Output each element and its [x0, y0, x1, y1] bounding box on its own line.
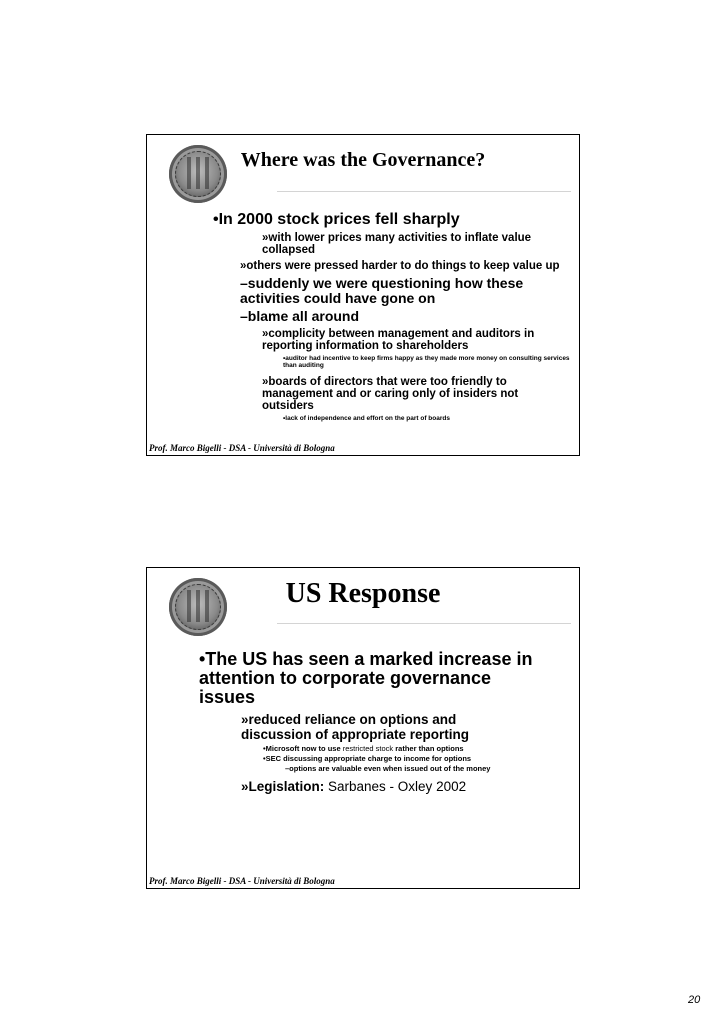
bullet-level-2	[241, 779, 579, 794]
bullet-level-3: •SEC discussing appropriate charge to income for options	[263, 754, 472, 763]
slide-footer: Prof. Marco Bigelli - DSA - Università di Bologna	[149, 876, 335, 886]
bullet-level-1: •In 2000 stock prices fell sharply	[213, 211, 460, 228]
bullet-level-4: »complicity between management and auditors in reporting information to shareholders	[262, 328, 535, 352]
title-divider	[277, 623, 571, 624]
slide-where-was-the-governance	[146, 134, 580, 456]
slide-footer: Prof. Marco Bigelli - DSA - Università di Bologna	[149, 443, 335, 453]
bullet-level-4: »boards of directors that were too friendly to management and or caring only of insiders not outsiders	[262, 376, 519, 412]
bullet-level-3: »others were pressed harder to do things to keep value up	[240, 260, 560, 272]
bullet-level-5: •auditor had incentive to keep firms happy as they made more money on consulting services than auditing	[283, 355, 570, 369]
bullet-level-2: –suddenly we were questioning how these activities could have gone on	[240, 275, 524, 306]
bullet-level-2: »reduced reliance on options and discussion of appropriate reporting	[241, 712, 470, 742]
bullet-level-5: •lack of independence and effort on the part of boards	[283, 415, 450, 422]
bullet-level-1: •The US has seen a marked increase in attention to corporate governance issues	[199, 649, 533, 707]
slide-us-response	[146, 567, 580, 889]
bullet-text: •Microsoft now to use	[263, 744, 343, 753]
bullet-level-2: –blame all around	[240, 308, 360, 324]
slide-title: US Response	[285, 578, 441, 609]
slide-title: Where was the Governance?	[240, 149, 486, 171]
bullet-level-4: »with lower prices many activities to inflate value collapsed	[262, 232, 532, 256]
bullet-text: Sarbanes - Oxley 2002	[324, 779, 467, 794]
bullet-text-emphasis: restricted stock	[342, 744, 394, 753]
page-number: 20	[688, 994, 701, 1006]
bullet-text: rather than options	[393, 744, 464, 753]
slide-body	[147, 210, 579, 422]
slide-body	[147, 650, 579, 794]
bullet-level-4: –options are valuable even when issued out of the money	[285, 764, 491, 773]
title-divider	[277, 191, 571, 192]
bullet-label: »Legislation:	[241, 779, 325, 794]
bullet-level-3	[263, 744, 579, 754]
